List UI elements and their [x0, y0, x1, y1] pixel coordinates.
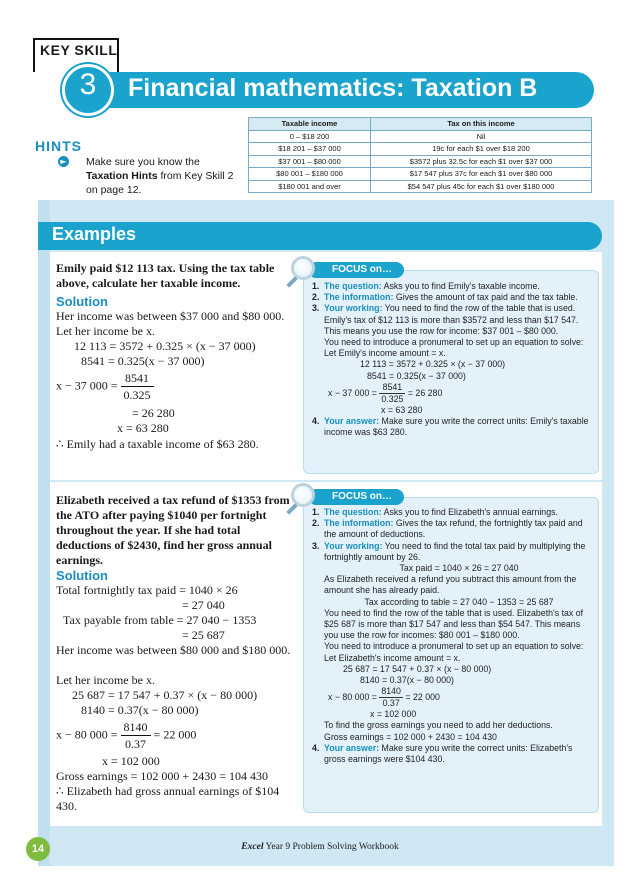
table-header: Tax on this income: [371, 118, 592, 131]
focus-item: 4. Your answer: Make sure you write the correct units: Emily's taxable income was $63 280.: [312, 416, 589, 438]
focus-working-line: 8140 = 0.37(x − 80 000): [360, 675, 454, 686]
page-title: Financial mathematics: Taxation B: [128, 74, 538, 102]
table-cell: $37 001 – $80 000: [249, 155, 371, 168]
table-cell: 0 – $18 200: [249, 130, 371, 143]
table-cell: $17 547 plus 37c for each $1 over $80 000: [371, 168, 592, 181]
focus-working-line: You need to introduce a pronumeral to set up an equation to solve: Let Elizabeth's income amount = x.: [324, 641, 584, 663]
table-cell: 19c for each $1 over $18 200: [371, 143, 592, 156]
table-row: [249, 155, 592, 168]
example2-line: Total fortnightly tax paid = 1040 × 26: [56, 583, 238, 597]
focus-item: 3. Your working: You need to find the row of the table that is used. Emily's tax of $12 113 is more than $3572 and less than $17 547. This means you use the row for income: $37 001 – $80 000. You need to introduce a pronumeral to set up an equation to solve: Let Emily's income amount = x. 12 113 = 3572 + 0.325 × (x − 37 000) 8541 = 0.325(x − 37 000) x − 37 000 = $\frac{8541}{0.325}$ = 26 280 x = 63 280: [312, 303, 594, 416]
example2-line: Tax payable from table = 27 040 − 1353: [63, 613, 257, 627]
numerator: 8140: [121, 719, 151, 736]
focus-tab-2: FOCUS on…: [308, 489, 404, 505]
example2-line: 25 687 = 17 547 + 0.37 × (x − 80 000): [72, 688, 258, 702]
panel-strip: [38, 200, 50, 866]
example2-line: Her income was between $80 000 and $180 000.: [56, 643, 291, 657]
focus-list-2: [312, 507, 594, 765]
example2-line: x = 102 000: [102, 754, 160, 768]
example2-line: Gross earnings = 102 000 + 2430 = 104 430: [56, 769, 268, 783]
focus-working-line: You need to find the row of the table that is used. Elizabeth's tax of $25 687 is more than $17 547 and less than $54 547. This means you use the row for incomes: $80 001 – $180 000.: [324, 607, 584, 641]
focus-working-line: You need to introduce a pronumeral to set up an equation to solve: Let Emily's income amount = x.: [324, 337, 584, 359]
example2-solution-heading: Solution: [56, 568, 108, 583]
focus-working-line: 8541 = 0.325(x − 37 000): [367, 370, 466, 381]
key-skill-label: KEY SKILL: [40, 42, 118, 58]
fraction-lhs: x − 37 000 =: [56, 378, 118, 393]
table-cell: $80 001 – $180 000: [249, 168, 371, 181]
example2-fraction-line: [56, 719, 196, 752]
example2-conclusion: ∴ Elizabeth had gross annual earnings of $104 430.: [56, 784, 280, 813]
example1-solution-heading: Solution: [56, 294, 108, 309]
example1-fraction-line: [56, 370, 154, 403]
fraction-lhs: x − 80 000 =: [56, 727, 118, 742]
table-header: Taxable income: [249, 118, 371, 131]
example1-line: 12 113 = 3572 + 0.325 × (x − 37 000): [74, 339, 256, 353]
focus-item: 1. The question: Asks you to find Elizabeth's annual earnings.: [312, 507, 558, 517]
focus-tab-1: FOCUS on…: [308, 262, 404, 278]
skill-number: 3: [79, 68, 97, 101]
fraction: [121, 719, 151, 752]
focus-working-line: Tax paid = 1040 × 26 = 27 040: [399, 563, 519, 574]
focus-working-line: x = 63 280: [381, 404, 423, 415]
focus-working-line: To find the gross earnings you need to add her deductions.: [324, 720, 553, 731]
table-cell: $54 547 plus 45c for each $1 over $180 000: [371, 180, 592, 193]
numerator: 8541: [121, 370, 154, 387]
example2-line: 8140 = 0.37(x − 80 000): [81, 703, 199, 717]
example2-question: Elizabeth received a tax refund of $1353 from the ATO after paying $1040 per fortnight throughout the year. If she had total deductions of $2430, find her gross annual earnings.: [56, 493, 290, 567]
table-row: [249, 168, 592, 181]
focus-fraction-line: x − 37 000 = $\frac{8541}{0.325}$ = 26 280: [328, 381, 443, 404]
focus-working-line: 12 113 = 3572 + 0.325 × (x − 37 000): [360, 359, 506, 370]
example1-conclusion: ∴ Emily had a taxable income of $63 280.: [56, 437, 259, 451]
focus-item: 4. Your answer: Make sure you write the correct units: Elizabeth's gross earnings were $104 430.: [312, 742, 573, 765]
focus-working-line: x = 102 000: [370, 709, 417, 720]
focus-item: 2. The information: Gives the amount of tax paid and the tax table.: [312, 292, 578, 303]
focus-item: 1. The question: Asks you to find Emily's taxable income.: [312, 281, 540, 291]
table-cell: $180 001 and over: [249, 180, 371, 193]
example2-line: = 25 687: [182, 628, 225, 642]
hint-text: Make sure you know the Taxation Hints from Key Skill 2 on page 12.: [86, 156, 234, 196]
example1-line: Let her income be x.: [56, 324, 155, 338]
book-title: Excel Year 9 Problem Solving Workbook: [241, 842, 399, 852]
hints-title: HINTS: [35, 138, 82, 154]
focus-fraction-line: x − 80 000 = $\frac{8140}{0.37}$ = 22 000: [328, 686, 440, 709]
focus-working-line: Gross earnings = 102 000 + 2430 = 104 430: [324, 731, 497, 742]
tax-table: [248, 117, 592, 193]
denominator: 0.37: [125, 737, 147, 751]
arrow-right-icon: ►: [58, 156, 69, 167]
example1-line: = 26 280: [132, 406, 175, 420]
table-row: [249, 130, 592, 143]
table-cell: $18 201 – $37 000: [249, 143, 371, 156]
example1-line: x = 63 280: [117, 421, 169, 435]
focus-working-line: 25 687 = 17 547 + 0.37 × (x − 80 000): [343, 663, 492, 674]
example1-line: 8541 = 0.325(x − 37 000): [81, 354, 205, 368]
focus-working-line: Tax according to table = 27 040 − 1353 = 25 687: [364, 596, 554, 607]
fraction: [121, 370, 154, 403]
table-row: [249, 143, 592, 156]
page-number: 14: [26, 837, 50, 861]
examples-title: Examples: [52, 224, 137, 244]
example2-line: = 27 040: [182, 598, 225, 612]
focus-item: 2. The information: Gives the tax refund, the fortnightly tax paid and the amount of deductions.: [312, 518, 583, 540]
focus-item: 3. Your working: You need to find the total tax paid by multiplying the fortnightly amount by 26. Tax paid = 1040 × 26 = 27 040 As Elizabeth received a refund you subtract this amount from the amount she has already paid. Tax according to table = 27 040 − 1353 = 25 687 You need to find the row of the table that is used. Elizabeth's tax of $25 687 is more than $17 547 and less than $54 547. This means you use the row for incomes: $80 001 – $180 000. You need to introduce a pronumeral to set up an equation to solve: Let Elizabeth's income amount = x. 25 687 = 17 547 + 0.37 × (x − 80 000) 8140 = 0.37(x − 80 000) x − 80 000 = $\frac{8140}{0.37}$ = 22 000 x = 102 000 To find the gross earnings you need to add her deductions. Gross earnings = 102 000 + 2430 = 104 430: [312, 541, 594, 743]
focus-list-1: [312, 281, 594, 438]
denominator: 0.325: [123, 388, 151, 402]
example2-line: Let her income be x.: [56, 673, 155, 687]
focus-working-line: As Elizabeth received a refund you subtract this amount from the amount she has already paid.: [324, 574, 577, 596]
table-cell: $3572 plus 32.5c for each $1 over $37 000: [371, 155, 592, 168]
table-row: [249, 180, 592, 193]
table-cell: Nil: [371, 130, 592, 143]
example1-question: Emily paid $12 113 tax. Using the tax table above, calculate her taxable income.: [56, 261, 275, 290]
fraction-result: = 22 000: [153, 727, 197, 742]
example1-line: Her income was between $37 000 and $80 000.: [56, 309, 285, 323]
